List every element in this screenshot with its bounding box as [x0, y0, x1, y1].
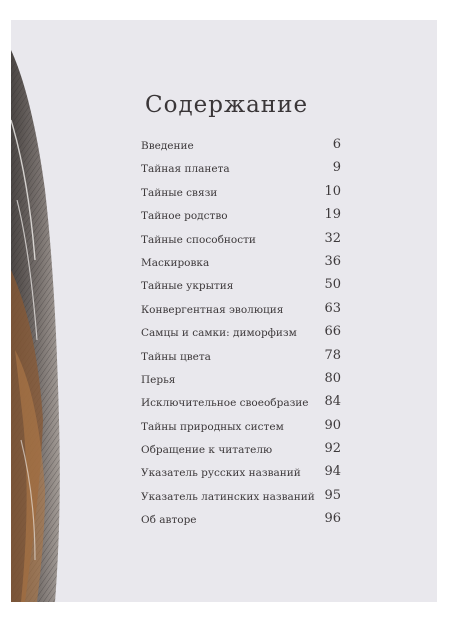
toc-entry-page: 36	[324, 253, 341, 269]
toc-entry[interactable]	[141, 183, 341, 206]
toc-entry-page: 94	[324, 464, 341, 480]
owl-feather-illustration	[11, 20, 71, 602]
toc-entry-title: Тайны природных систем	[141, 420, 284, 433]
toc-entry-title: Перья	[141, 373, 176, 386]
toc-entry-title: Тайные способности	[141, 233, 256, 246]
toc-entry-title: Тайны цвета	[141, 350, 211, 363]
toc-entry-page: 9	[332, 160, 341, 176]
toc-entry-title: Введение	[141, 140, 194, 152]
toc-entry-title: Указатель латинских названий	[141, 490, 315, 503]
toc-entry-title: Самцы и самки: диморфизм	[141, 327, 297, 340]
toc-entry-page: 19	[324, 207, 341, 223]
toc-entry[interactable]	[141, 253, 341, 276]
toc-entry-title: Обращение к читателю	[141, 444, 273, 457]
toc-entry-page: 92	[324, 441, 341, 457]
toc-entry-page: 32	[324, 230, 341, 246]
toc-entry[interactable]	[141, 417, 341, 440]
toc-entry-title: Маскировка	[141, 256, 210, 269]
toc-entry[interactable]	[141, 347, 341, 370]
toc-entry[interactable]	[141, 463, 341, 486]
toc-entry-title: Об авторе	[141, 514, 197, 527]
toc-entry-page: 95	[324, 487, 341, 503]
table-of-contents	[141, 136, 341, 534]
toc-entry-title: Тайное родство	[141, 210, 228, 223]
toc-entry[interactable]	[141, 440, 341, 463]
toc-entry-page: 78	[324, 347, 341, 363]
toc-entry-page: 50	[324, 277, 341, 293]
toc-entry-page: 80	[324, 370, 341, 386]
toc-entry-page: 96	[324, 511, 341, 527]
book-page	[11, 20, 437, 602]
toc-entry-page: 66	[324, 324, 341, 340]
toc-entry[interactable]	[141, 370, 341, 393]
toc-entry-page: 10	[324, 183, 341, 199]
toc-entry-page: 6	[332, 137, 341, 152]
toc-entry-page: 84	[324, 394, 341, 410]
toc-entry-page: 63	[324, 300, 341, 316]
page-title: Содержание	[145, 92, 309, 118]
toc-entry[interactable]	[141, 487, 341, 510]
toc-entry-title: Исключительное своеобразие	[141, 397, 309, 410]
toc-entry-title: Тайная планета	[141, 163, 230, 176]
toc-entry[interactable]	[141, 136, 341, 159]
toc-entry[interactable]	[141, 300, 341, 323]
toc-entry-title: Тайные связи	[141, 186, 218, 199]
toc-entry-title: Тайные укрытия	[141, 280, 234, 293]
toc-entry-page: 90	[324, 417, 341, 433]
toc-entry[interactable]	[141, 510, 341, 533]
toc-entry-title: Конвергентная эволюция	[141, 303, 284, 316]
toc-entry[interactable]	[141, 393, 341, 416]
toc-entry[interactable]	[141, 159, 341, 182]
toc-entry[interactable]	[141, 323, 341, 346]
toc-entry-title: Указатель русских названий	[141, 467, 301, 480]
toc-entry[interactable]	[141, 276, 341, 299]
toc-entry[interactable]	[141, 206, 341, 229]
toc-entry[interactable]	[141, 230, 341, 253]
